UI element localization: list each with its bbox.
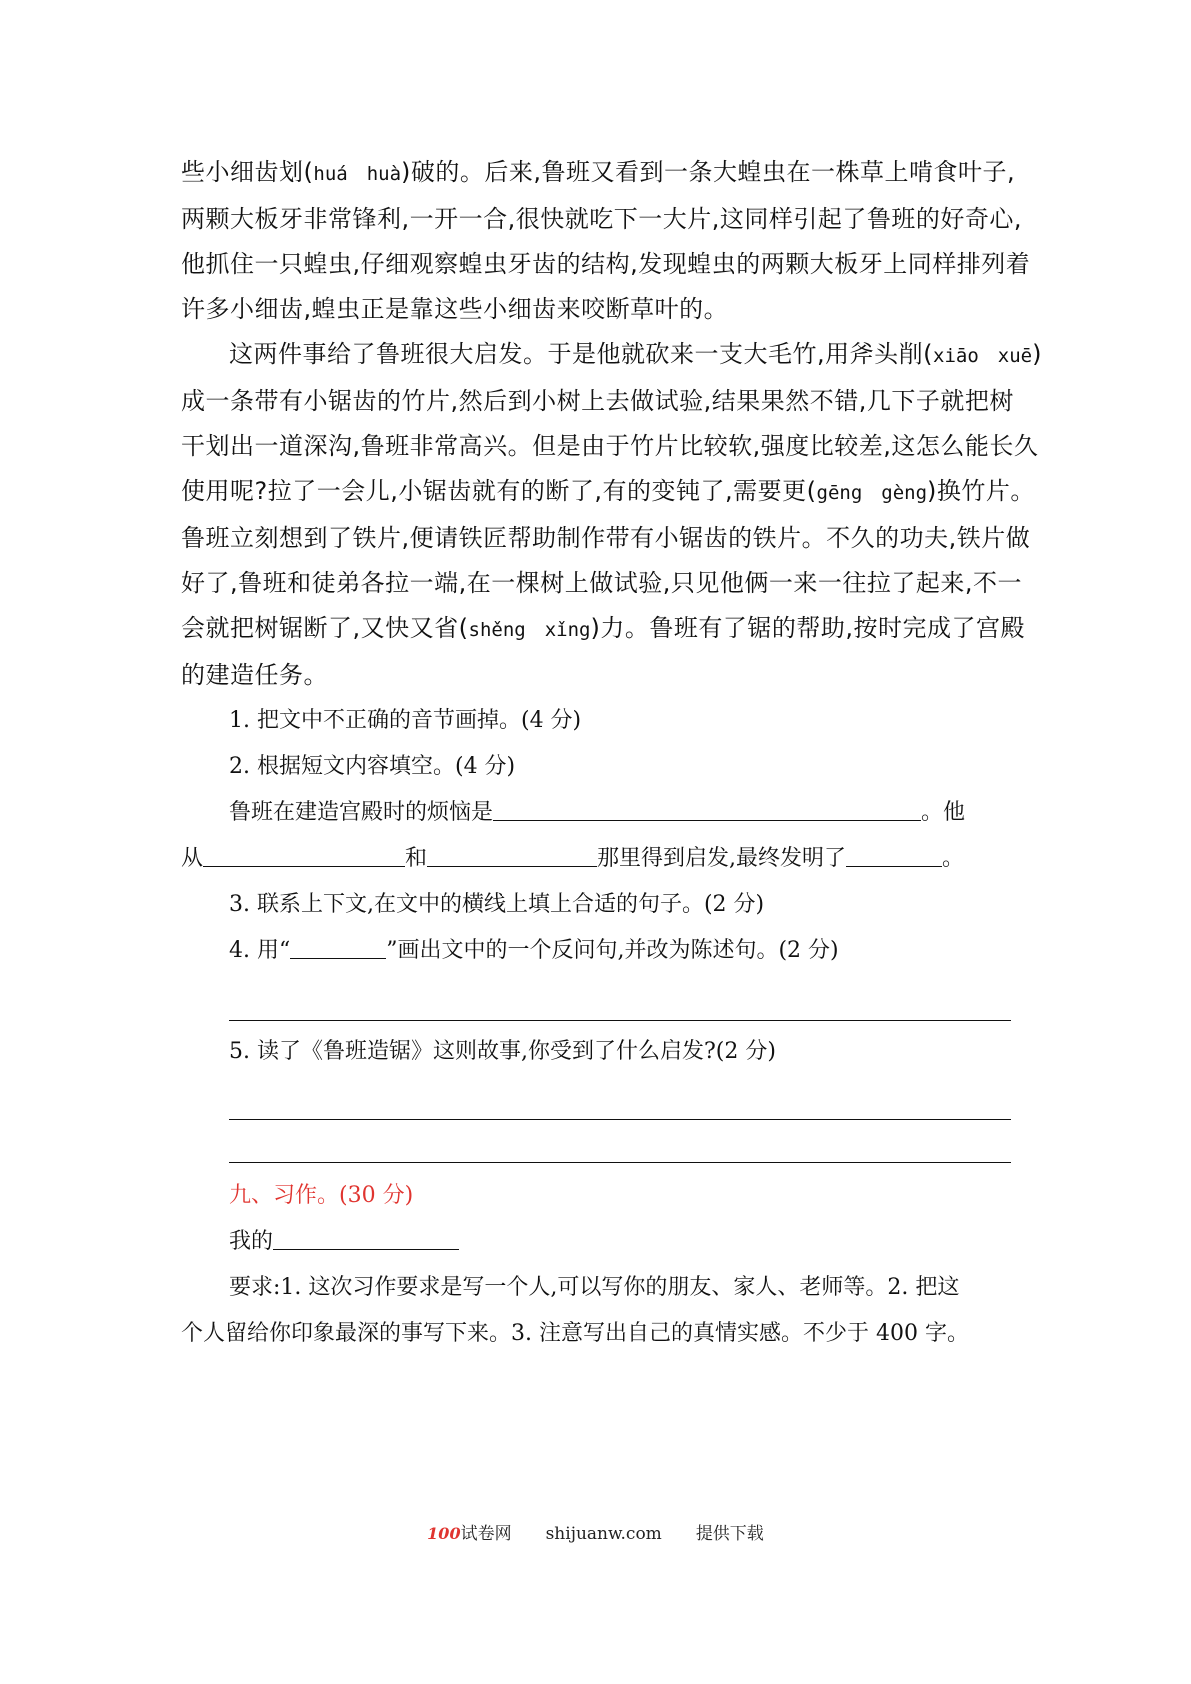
pinyin-options: shěng xǐng (468, 619, 591, 641)
answer-line[interactable] (229, 1073, 1011, 1120)
fill-blank[interactable] (203, 840, 405, 867)
passage-line: 许多小细齿,蝗虫正是靠这些小细齿来咬断草叶的。 (181, 295, 729, 323)
passage-line: 鲁班立刻想到了铁片,便请铁匠帮助制作带有小锯齿的铁片。不久的功夫,铁片做 (181, 524, 1031, 552)
page-content (181, 150, 1042, 1357)
requirement-line: 要求:1. 这次习作要求是写一个人,可以写你的朋友、家人、老师等。2. 把这 (229, 1275, 960, 1300)
site-name: 试卷网 (460, 1524, 512, 1544)
site-url: shijuanw.com (545, 1524, 662, 1544)
passage-line: 会就把树锯断了,又快又省(shěng xǐng)力。鲁班有了锯的帮助,按时完成了宫殿 (181, 614, 1025, 642)
page-footer (0, 1519, 1191, 1544)
requirement-line: 个人留给你印象最深的事写下来。3. 注意写出自己的真情实感。不少于 400 字。 (181, 1321, 969, 1346)
pinyin-options: gēng gèng (816, 482, 928, 504)
fill-blank[interactable] (493, 794, 921, 821)
passage-line: 干划出一道深沟,鲁班非常高兴。但是由于竹片比较软,强度比较差,这怎么能长久 (181, 432, 1039, 460)
passage-paragraph-2 (181, 332, 1042, 698)
title-blank[interactable] (273, 1223, 459, 1250)
underline-sample (290, 932, 386, 959)
question-1: 1. 把文中不正确的音节画掉。(4 分) (229, 708, 582, 733)
question-5: 5. 读了《鲁班造锯》这则故事,你受到了什么启发?(2 分) (229, 1039, 776, 1064)
passage-paragraph-1 (181, 150, 1031, 332)
passage-line: 的建造任务。 (181, 661, 328, 689)
passage-line: 他抓住一只蝗虫,仔细观察蝗虫牙齿的结构,发现蝗虫的两颗大板牙上同样排列着 (181, 250, 1031, 278)
pinyin-options: xiāo xuē (933, 345, 1033, 367)
pinyin-options: huá huà (313, 163, 402, 185)
question-4: 4. 用“ ”画出文中的一个反问句,并改为陈述句。(2 分) (181, 928, 1011, 974)
passage-line: 这两件事给了鲁班很大启发。于是他就砍来一支大毛竹,用斧头削(xiāo xuē) (229, 340, 1042, 368)
fill-blank[interactable] (846, 840, 942, 867)
question-2-fill-line-1: 鲁班在建造宫殿时的烦恼是 。他 (181, 790, 1011, 836)
passage-line: 两颗大板牙非常锋利,一开一合,很快就吃下一大片,这同样引起了鲁班的好奇心, (181, 205, 1023, 233)
composition-requirements (181, 1265, 1011, 1357)
question-3: 3. 联系上下文,在文中的横线上填上合适的句子。(2 分) (229, 892, 765, 917)
question-2: 2. 根据短文内容填空。(4 分) (229, 754, 516, 779)
question-2-fill-line-2: 从 和 那里得到启发,最终发明了 。 (181, 836, 1011, 882)
footer-note: 提供下载 (695, 1524, 764, 1544)
fill-blank[interactable] (427, 840, 597, 867)
section-heading: 九、习作。(30 分) (229, 1183, 414, 1208)
site-logo: 100 (427, 1524, 461, 1543)
composition-title: 我的 (181, 1219, 1011, 1265)
passage-line: 成一条带有小锯齿的竹片,然后到小树上去做试验,结果果然不错,几下子就把树 (181, 387, 1014, 415)
answer-line[interactable] (229, 974, 1011, 1021)
passage-line: 使用呢?拉了一会儿,小锯齿就有的断了,有的变钝了,需要更(gēng gèng)换竹片。 (181, 477, 1035, 505)
answer-line[interactable] (229, 1116, 1011, 1163)
passage-line: 好了,鲁班和徒弟各拉一端,在一棵树上做试验,只见他俩一来一往拉了起来,不一 (181, 569, 1023, 597)
passage-line: 些小细齿划(huá huà)破的。后来,鲁班又看到一条大蝗虫在一株草上啃食叶子, (181, 158, 1016, 186)
